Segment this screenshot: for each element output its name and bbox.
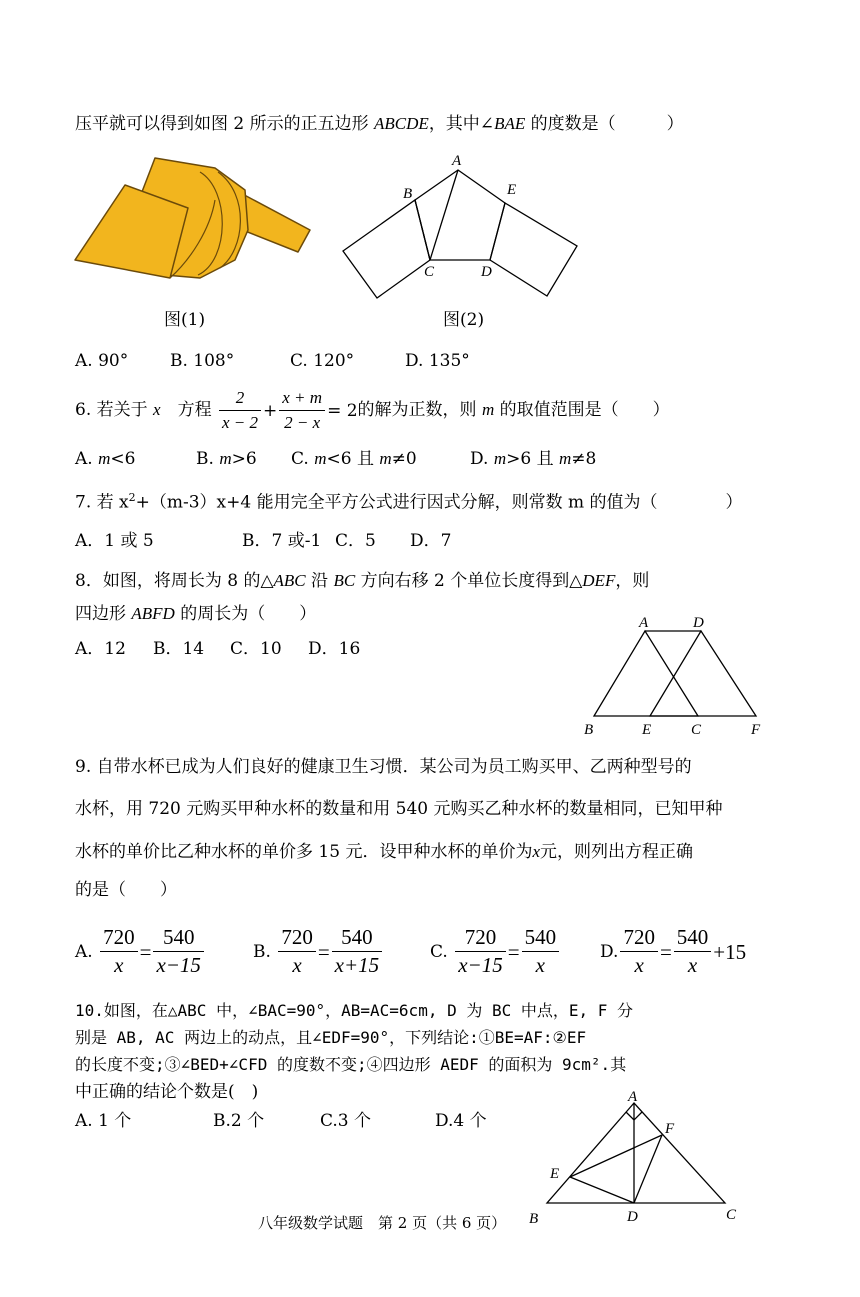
fig2-label-a: A xyxy=(452,153,462,169)
q9-a-d1: x xyxy=(114,953,124,977)
fig2-label-e: E xyxy=(507,182,517,198)
q7-option-b[interactable]: B．7 或-1 xyxy=(242,531,322,551)
q5-var-abcde: ABCDE xyxy=(374,114,429,133)
q6-equals: = 2 xyxy=(327,400,358,421)
q6-fraction-1 xyxy=(219,386,261,435)
q6-frac2-num: x + m xyxy=(279,386,325,411)
q10-line-1: 10.如图，在△ABC 中，∠BAC=90°，AB=AC=6cm, D 为 BC 中点，E, F 分 xyxy=(75,1001,634,1020)
q9-b-n1: 720 xyxy=(278,924,316,952)
q10-label-c: C xyxy=(726,1207,737,1223)
q9-d-tail: +15 xyxy=(713,939,747,964)
q8-label-e: E xyxy=(642,722,652,738)
q10-label-d: D xyxy=(627,1209,638,1225)
q5-option-c[interactable]: C. 120° xyxy=(290,351,355,371)
q9-option-d[interactable] xyxy=(600,924,746,979)
q8-line-2 xyxy=(75,603,316,625)
q5-option-d[interactable]: D. 135° xyxy=(405,351,470,371)
q10-label-e: E xyxy=(550,1166,560,1182)
q9-c-d2: x xyxy=(535,953,545,977)
q8-option-d[interactable]: D．16 xyxy=(308,639,361,659)
fig2-label-d: D xyxy=(481,264,492,280)
q9-line-3 xyxy=(75,841,693,863)
q9-b-equals: = xyxy=(317,939,330,964)
q6-stem xyxy=(75,383,670,438)
q9-option-c-frac2 xyxy=(522,924,560,979)
q6-option-a-var: m xyxy=(98,449,111,468)
q9-option-a-frac1 xyxy=(100,924,138,979)
q9-b-n2: 540 xyxy=(332,924,383,952)
q6-suffix-post: 的取值范围是（ ） xyxy=(494,400,670,420)
q9-option-b-frac2 xyxy=(332,924,383,979)
q8-label-b: B xyxy=(584,722,594,738)
q7-option-a[interactable]: A．1 或 5 xyxy=(75,531,154,551)
q6-fraction-2 xyxy=(279,386,325,435)
fig2-caption: 图(2) xyxy=(443,310,485,330)
q6-option-d-var2: m xyxy=(559,449,572,468)
q9-line-2: 水杯，用 720 元购买甲种水杯的数量和用 540 元购买乙种水杯的数量相同，已知甲种 xyxy=(75,799,723,819)
q6-option-b-var: m xyxy=(219,449,232,468)
q8-option-a[interactable]: A．12 xyxy=(75,639,126,659)
q6-suffix-pre: 的解为正数，则 xyxy=(357,400,482,420)
q6-option-d-var: m xyxy=(493,449,507,468)
q7-sup: 2 xyxy=(128,491,136,504)
q9-d-d2: x xyxy=(687,953,698,977)
q8-var-abc: ABC xyxy=(273,571,306,590)
q8-line-1 xyxy=(75,570,649,592)
q10-option-a[interactable]: A. 1 个 xyxy=(75,1111,132,1131)
q9-a-n2: 540 xyxy=(153,924,204,952)
q9-d-n1: 720 xyxy=(620,924,658,952)
q9-option-d-frac2 xyxy=(674,924,712,979)
q9-option-c-label: C. xyxy=(430,941,448,962)
q9-c-n1: 720 xyxy=(455,924,506,952)
q9-a-n1: 720 xyxy=(100,924,138,952)
q5-option-b[interactable]: B. 108° xyxy=(170,351,235,371)
q6-option-d-rest: >6 且 xyxy=(506,449,559,469)
q6-option-c-letter: C. xyxy=(291,449,315,469)
q6-option-b-rest: >6 xyxy=(231,449,257,469)
q6-option-c-var2: m xyxy=(379,449,392,468)
pentagon-abcde xyxy=(415,170,505,260)
q7-stem xyxy=(75,487,743,514)
q7-option-c[interactable]: C．5 xyxy=(335,531,376,551)
q6-option-d[interactable] xyxy=(470,448,596,470)
q6-frac1-num: 2 xyxy=(219,386,261,411)
q9-option-a[interactable] xyxy=(75,924,206,979)
q9-line3-pre: 水杯的单价比乙种水杯的单价多 15 元．设甲种水杯的单价为 xyxy=(75,842,533,862)
q6-option-c-rest: <6 且 xyxy=(326,449,380,469)
q8-label-f: F xyxy=(751,722,761,738)
q6-option-a-rest: <6 xyxy=(110,449,136,469)
q9-d-n2: 540 xyxy=(674,924,712,952)
q8-label-d: D xyxy=(693,615,704,631)
q6-frac1-den: x − 2 xyxy=(221,413,259,432)
q8-var-def: DEF xyxy=(582,571,616,590)
q6-option-a-letter: A. xyxy=(75,449,99,469)
q5-figure-2 xyxy=(335,148,585,308)
q10-option-b[interactable]: B.2 个 xyxy=(213,1111,265,1131)
q10-figure xyxy=(525,1090,775,1230)
q6-prefix: 6. 若关于 xyxy=(75,400,154,420)
q9-option-a-label: A. xyxy=(75,941,93,962)
q6-option-d-rest2: ≠8 xyxy=(571,449,597,469)
q7-pre: 7. 若 x xyxy=(75,492,129,513)
q6-var-m: m xyxy=(481,400,495,419)
q5-text-post: 的度数是（ ） xyxy=(525,114,684,134)
fig2-label-b: B xyxy=(403,186,413,202)
q6-option-b[interactable] xyxy=(196,448,257,470)
q8-var-bc: BC xyxy=(333,571,356,590)
q9-a-equals: = xyxy=(139,939,152,964)
diagonal-ac xyxy=(430,170,458,260)
q10-option-d[interactable]: D.4 个 xyxy=(435,1111,487,1131)
q6-mid: 方程 xyxy=(160,400,212,420)
q10-line-2: 别是 AB, AC 两边上的动点，且∠EDF=90°，下列结论:①BE=AF:②EF xyxy=(75,1028,587,1047)
q9-option-b-frac1 xyxy=(278,924,316,979)
q9-line3-post: 元，则列出方程正确 xyxy=(540,842,693,862)
q9-option-c-frac1 xyxy=(455,924,506,979)
q9-option-c[interactable] xyxy=(430,924,561,979)
q9-var-x: x xyxy=(532,842,540,861)
q6-frac2-den: 2 − x xyxy=(284,413,321,432)
right-rectangle xyxy=(490,203,577,296)
q9-option-a-frac2 xyxy=(153,924,204,979)
q10-line-4: 中正确的结论个数是( ) xyxy=(75,1082,259,1102)
q5-stem xyxy=(75,113,684,135)
q8-line1-mid2: 方向右移 2 个单位长度得到△ xyxy=(355,571,583,591)
q6-option-b-letter: B. xyxy=(196,449,220,469)
q8-option-c[interactable]: C．10 xyxy=(230,639,282,659)
q8-line2-pre: 四边形 xyxy=(75,604,132,624)
q10-line-3: 的长度不变;③∠BED+∠CFD 的度数不变;④四边形 AEDF 的面积为 9cm².其 xyxy=(75,1055,627,1074)
segment-ed xyxy=(570,1177,634,1203)
q8-var-abfd: ABFD xyxy=(131,604,175,623)
q7-post: +（m-3）x+4 能用完全平方公式进行因式分解，则常数 m 的值为（ ） xyxy=(135,492,743,513)
q9-b-d1: x xyxy=(292,953,302,977)
q6-plus: + xyxy=(263,400,278,421)
q8-line1-post: ，则 xyxy=(615,571,650,591)
q5-option-a[interactable]: A. 90° xyxy=(75,351,129,371)
fig2-label-c: C xyxy=(424,264,435,280)
q9-c-d1: x−15 xyxy=(458,953,503,977)
q8-option-b[interactable]: B．14 xyxy=(153,639,205,659)
q8-line2-post: 的周长为（ ） xyxy=(174,604,317,624)
triangle-abc xyxy=(594,631,698,716)
q6-var-x: x xyxy=(153,400,161,419)
q9-d-d1: x xyxy=(634,953,644,977)
q9-b-d2: x+15 xyxy=(334,953,380,977)
q9-d-equals: = xyxy=(659,939,672,964)
q10-option-c[interactable]: C.3 个 xyxy=(320,1111,372,1131)
q6-option-d-letter: D. xyxy=(470,449,494,469)
q5-text-pre: 压平就可以得到如图 2 所示的正五边形 xyxy=(75,114,375,134)
q5-figure-1 xyxy=(70,150,320,300)
q9-c-equals: = xyxy=(507,939,520,964)
q7-option-d[interactable]: D．7 xyxy=(410,531,452,551)
triangle-def xyxy=(650,631,756,716)
q8-line1-pre: 8．如图，将周长为 8 的△ xyxy=(75,571,274,591)
q9-c-n2: 540 xyxy=(522,924,560,952)
q8-label-c: C xyxy=(691,722,702,738)
q9-line-1: 9. 自带水杯已成为人们良好的健康卫生习惯．某公司为员工购买甲、乙两种型号的 xyxy=(75,757,692,777)
page-footer: 八年级数学试题 第 2 页（共 6 页） xyxy=(258,1214,507,1232)
q5-text-mid: ，其中∠ xyxy=(428,114,495,134)
q9-option-d-label: D. xyxy=(600,941,619,962)
q5-var-bae: BAE xyxy=(494,114,526,133)
q10-label-a: A xyxy=(628,1090,638,1105)
q6-option-c-rest2: ≠0 xyxy=(391,449,417,469)
q9-option-d-frac1 xyxy=(620,924,658,979)
q9-a-d2: x−15 xyxy=(156,953,201,977)
segment-ef xyxy=(570,1135,662,1177)
q10-label-b: B xyxy=(529,1211,539,1227)
q9-option-b-label: B. xyxy=(253,941,271,962)
q8-figure xyxy=(578,612,768,740)
left-rectangle xyxy=(343,200,430,298)
q8-line1-mid: 沿 xyxy=(305,571,334,591)
q9-option-b[interactable] xyxy=(253,924,384,979)
q8-label-a: A xyxy=(639,615,649,631)
q9-line-4: 的是（ ） xyxy=(75,880,177,900)
q6-option-c-var: m xyxy=(314,449,327,468)
fig1-caption: 图(1) xyxy=(164,310,206,330)
q10-label-f: F xyxy=(665,1121,675,1137)
dashed-bc xyxy=(415,200,430,260)
q6-option-c[interactable] xyxy=(291,448,417,470)
q6-option-a[interactable] xyxy=(75,448,135,470)
